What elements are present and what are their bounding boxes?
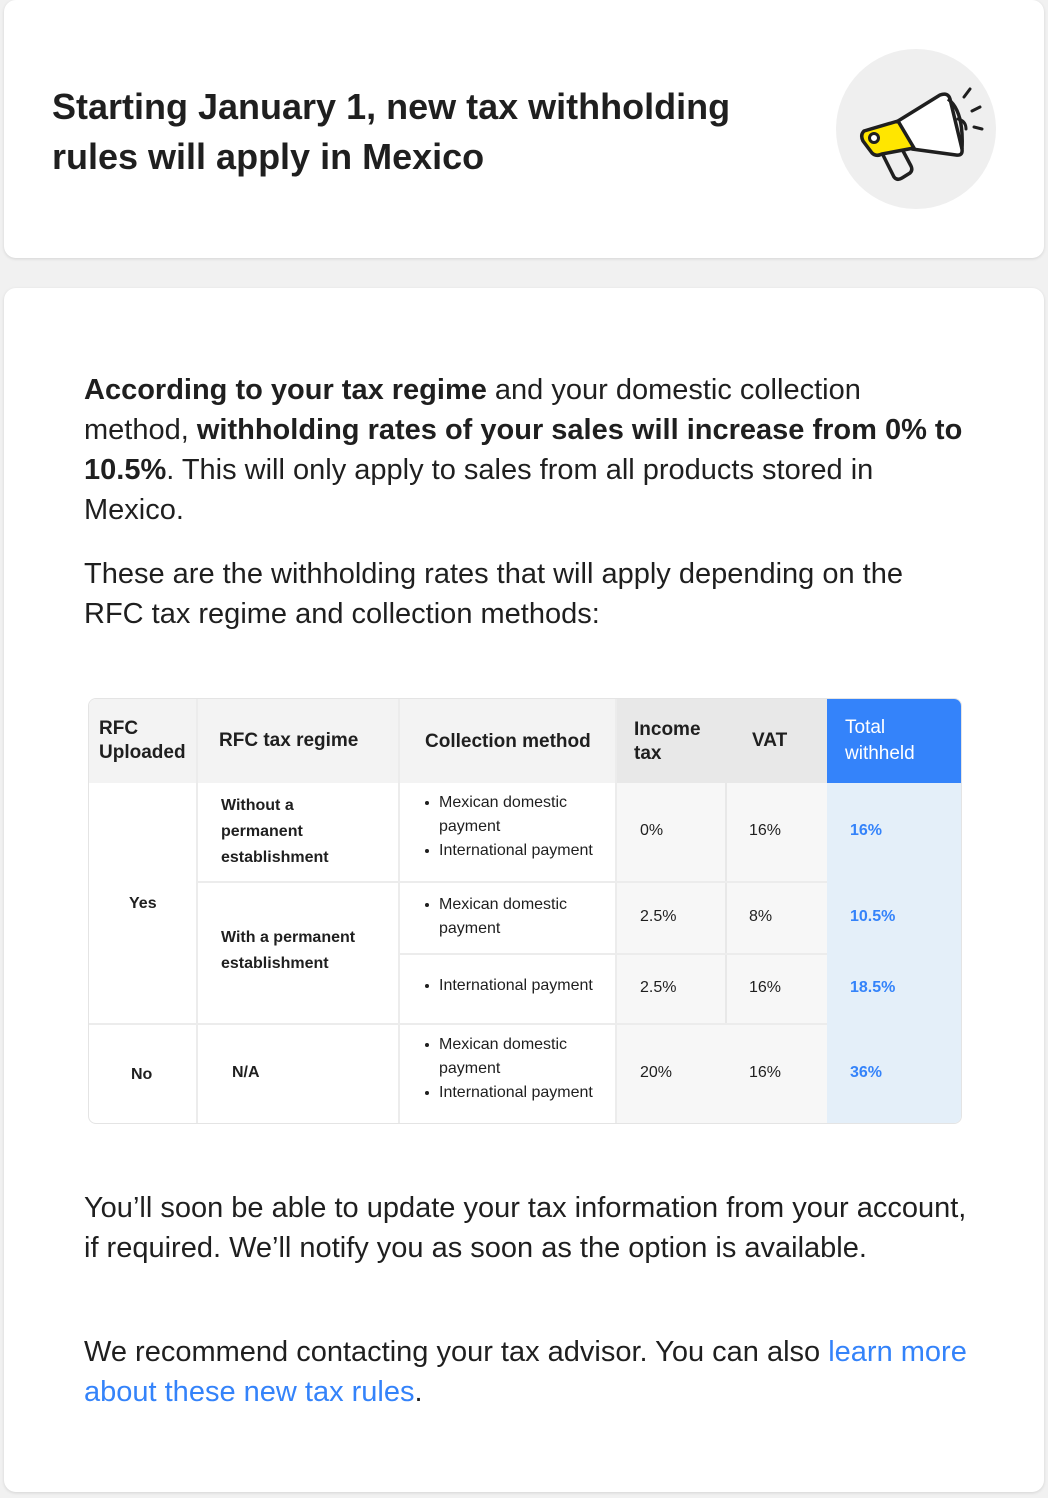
income-tax-value: 2.5% bbox=[640, 908, 677, 925]
header-income-tax: Income tax bbox=[634, 719, 701, 764]
method-domestic: Mexican domestic payment bbox=[415, 791, 605, 839]
income-tax-value: 0% bbox=[640, 822, 664, 839]
advisor-text: We recommend contacting your tax advisor. You can also bbox=[84, 1336, 829, 1368]
update-note-paragraph: You’ll soon be able to update your tax information from your account, if required. We’ll notify you as soon as the option is available. bbox=[84, 1192, 967, 1264]
total-withheld-value: 18.5% bbox=[850, 979, 896, 996]
divider bbox=[196, 699, 198, 1123]
intro-text-2: . This will only apply to sales from all products stored in Mexico. bbox=[84, 454, 874, 526]
vat-value: 16% bbox=[749, 1064, 782, 1081]
divider bbox=[615, 699, 617, 1123]
vat-value: 8% bbox=[749, 908, 773, 925]
header-tax-regime: RFC tax regime bbox=[219, 730, 359, 751]
page-title: Starting January 1, new tax withholding rules will apply in Mexico bbox=[52, 86, 731, 177]
header-rfc-uploaded: RFC Uploaded bbox=[99, 718, 186, 763]
divider bbox=[89, 1023, 827, 1025]
intro-bold-2: withholding rates of your sales will increase from 0% to 10.5% bbox=[84, 414, 963, 486]
announcement-header-card bbox=[4, 0, 1044, 258]
total-withheld-value: 16% bbox=[850, 822, 883, 839]
divider bbox=[398, 699, 400, 1123]
income-tax-value: 2.5% bbox=[640, 979, 677, 996]
regime-without-pe: Without a permanent establishment bbox=[221, 797, 329, 866]
methods-row-4 bbox=[415, 1033, 605, 1105]
intro-text-1: and your domestic collection method, bbox=[84, 374, 861, 446]
intro-bold-1: According to your tax regime bbox=[84, 374, 487, 406]
total-withheld-value: 10.5% bbox=[850, 908, 896, 925]
rfc-no-label: No bbox=[131, 1066, 153, 1083]
withholding-rates-table bbox=[88, 698, 962, 1124]
vat-value: 16% bbox=[749, 822, 782, 839]
divider bbox=[725, 699, 727, 1025]
advisor-end: . bbox=[414, 1376, 423, 1408]
intro-paragraph bbox=[84, 370, 968, 530]
method-domestic: Mexican domestic payment bbox=[415, 1033, 605, 1081]
total-withheld-value: 36% bbox=[850, 1064, 883, 1081]
method-international: International payment bbox=[415, 1081, 605, 1105]
rates-intro-paragraph: These are the withholding rates that will apply depending on the RFC tax regime and collection methods: bbox=[84, 558, 903, 630]
method-domestic: Mexican domestic payment bbox=[415, 893, 605, 941]
advisor-paragraph bbox=[84, 1332, 968, 1412]
divider bbox=[399, 953, 827, 955]
vat-value: 16% bbox=[749, 979, 782, 996]
learn-more-link[interactable]: learn more about these new tax rules bbox=[84, 1336, 967, 1408]
megaphone-icon bbox=[836, 49, 996, 209]
methods-row-2 bbox=[415, 893, 605, 941]
header-collection-method: Collection method bbox=[425, 731, 591, 752]
regime-na: N/A bbox=[232, 1064, 260, 1081]
method-international: International payment bbox=[415, 839, 605, 863]
method-international: International payment bbox=[415, 974, 605, 998]
methods-row-3 bbox=[415, 974, 605, 998]
tax-info-card bbox=[4, 288, 1044, 1492]
divider bbox=[197, 881, 827, 883]
methods-row-1 bbox=[415, 791, 605, 863]
regime-with-pe: With a permanent establishment bbox=[221, 929, 356, 972]
header-total-withheld: Total withheld bbox=[845, 717, 915, 764]
income-tax-value: 20% bbox=[640, 1064, 673, 1081]
rfc-yes-label: Yes bbox=[129, 895, 157, 912]
header-vat: VAT bbox=[752, 730, 788, 751]
